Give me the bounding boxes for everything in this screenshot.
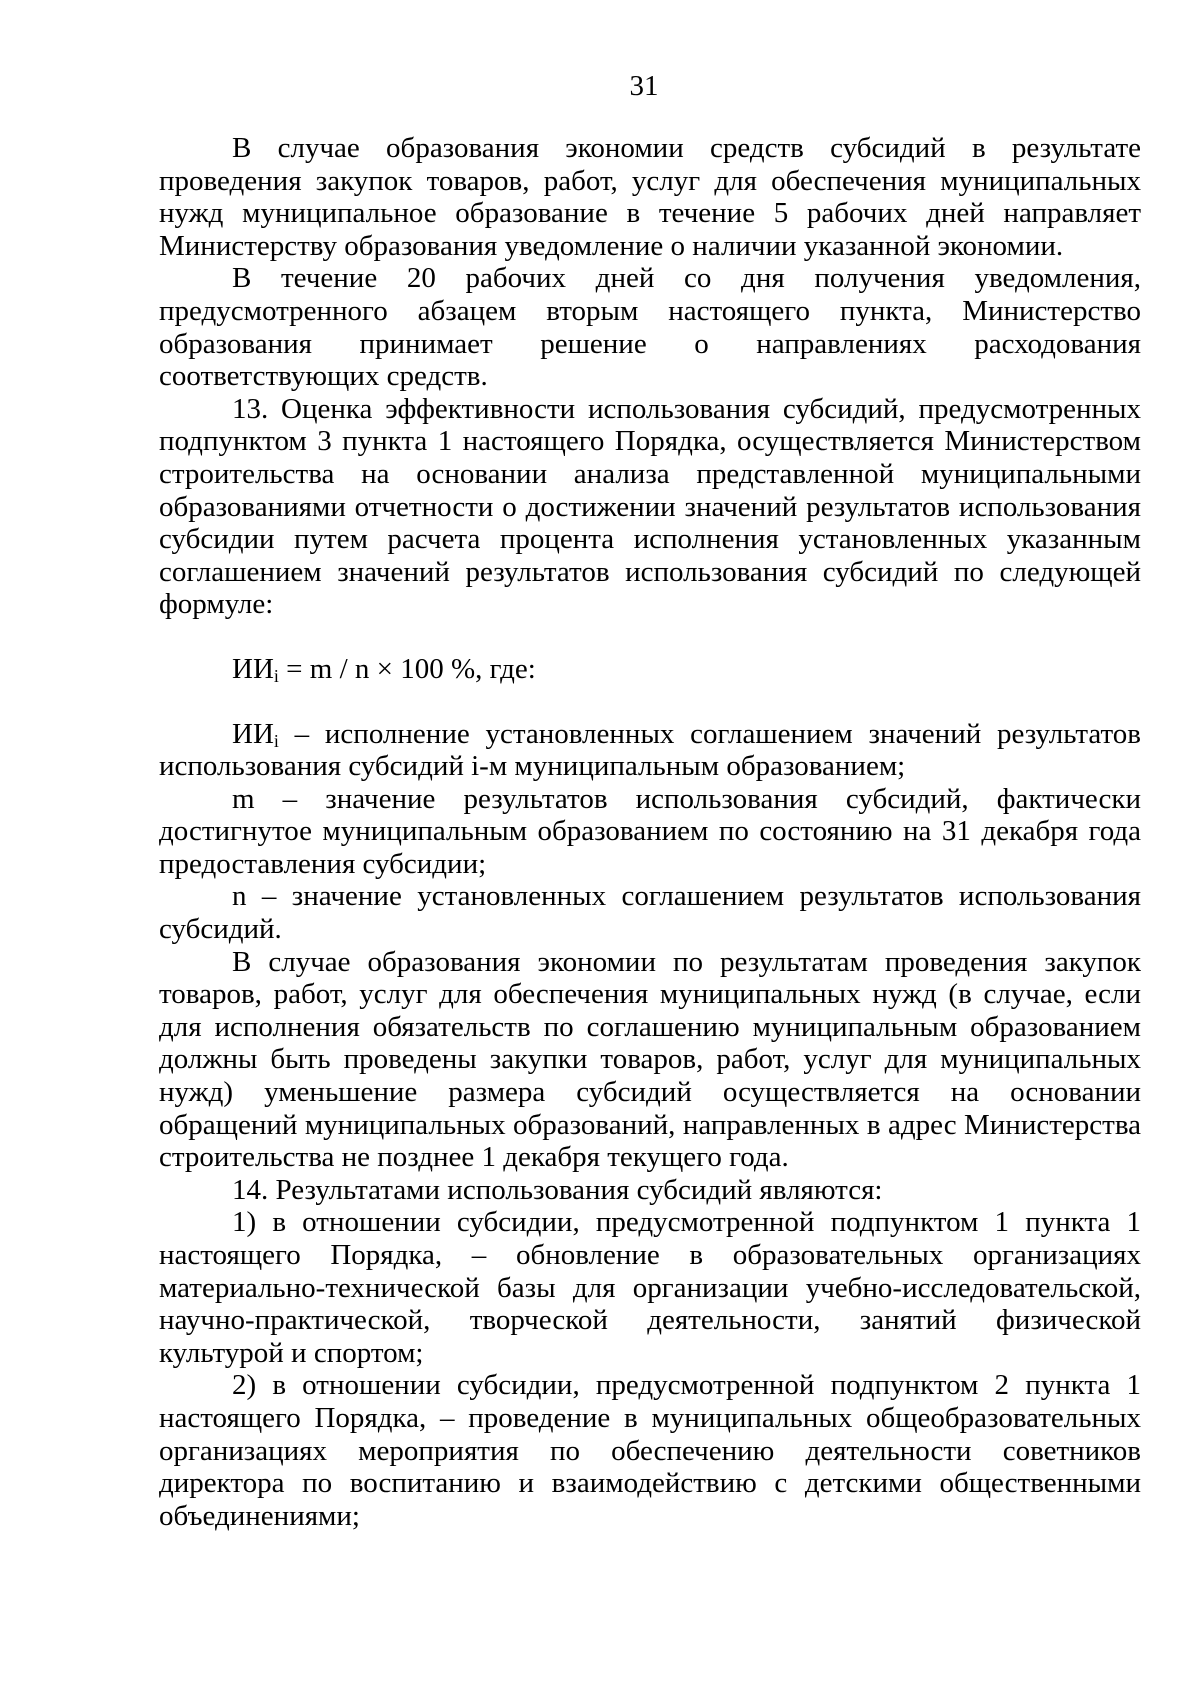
paragraph-14-results: 14. Результатами использования субсидий являются:: [232, 1173, 883, 1206]
definition-ii-symbol: ИИ: [232, 717, 274, 750]
definition-ii-subscript: i: [273, 730, 279, 751]
result-item-1: 1) в отношении субсидии, предусмотренной подпунктом 1 пункта 1 настоящего Порядка, – обновление в образовательных организациях материально-технической базы для организации учебно-исследовательской, научно-практической, творческой деятельности, занятий физической культурой и спортом;: [159, 1206, 1141, 1369]
paragraph-13-efficiency-evaluation: 13. Оценка эффективности использования субсидий, предусмотренных подпунктом 3 пункта 1 настоящего Порядка, осуществляется Министерством строительства на основании анализа представленной муниципальными образованиями отчетности о достижении значений результатов использования субсидии путем расчета процента исполнения установленных указанным соглашением значений результатов использования субсидий по следующей формуле:: [159, 392, 1141, 621]
paragraph-ministry-decision: В течение 20 рабочих дней со дня получения уведомления, предусмотренного абзацем вторым настоящего пункта, Министерство образования принимает решение о направлениях расходования соответствующих средств.: [159, 262, 1141, 393]
formula-symbol: ИИ: [232, 652, 274, 685]
definition-m: m – значение результатов использования субсидий, фактически достигнутое муниципальным образованием по состоянию на 31 декабря года предоставления субсидии;: [159, 782, 1141, 880]
formula-expression: = m / n × 100 %, где:: [278, 652, 536, 685]
document-body: [159, 132, 1141, 1532]
formula-subscript: i: [273, 665, 279, 686]
page-number: 31: [629, 70, 659, 102]
paragraph-subsidy-reduction: В случае образования экономии по результатам проведения закупок товаров, работ, услуг для обеспечения муниципальных нужд (в случае, если для исполнения обязательств по соглашению муниципальным образованием должны быть проведены закупки товаров, работ, услуг для муниципальных нужд) уменьшение размера субсидий осуществляется на основании обращений муниципальных образований, направленных в адрес Министерства строительства не позднее 1 декабря текущего года.: [159, 945, 1141, 1174]
result-item-2: 2) в отношении субсидии, предусмотренной подпунктом 2 пункта 1 настоящего Порядка, – проведение в муниципальных общеобразовательных организациях мероприятия по обеспечению деятельности советников директора по воспитанию и взаимодействию с детскими общественными объединениями;: [159, 1369, 1141, 1532]
definition-ii: [159, 718, 1141, 783]
definition-n: n – значение установленных соглашением результатов использования субсидий.: [159, 880, 1141, 946]
formula: [159, 621, 1141, 718]
paragraph-economy-notice: В случае образования экономии средств субсидий в результате проведения закупок товаров, работ, услуг для обеспечения муниципальных нужд муниципальное образование в течение 5 рабочих дней направляет Министерству образования уведомление о наличии указанной экономии.: [159, 132, 1141, 262]
definition-ii-text: – исполнение установленных соглашением значений результатов использования субсидий i-м муниципальным образованием;: [159, 717, 1141, 783]
